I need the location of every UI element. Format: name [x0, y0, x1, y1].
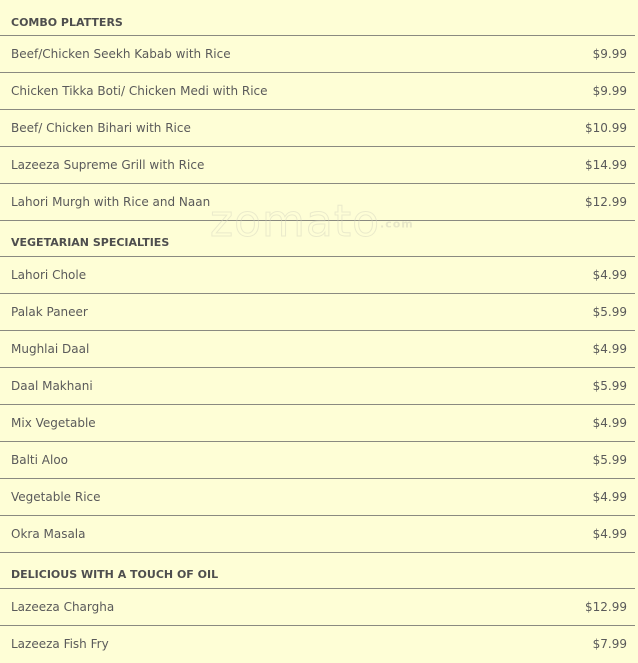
menu-item	[0, 368, 635, 405]
section-title: DELICIOUS WITH A TOUCH OF OIL	[0, 553, 635, 589]
menu-item	[0, 405, 635, 442]
item-price: $4.99	[592, 527, 627, 541]
item-price: $4.99	[592, 342, 627, 356]
item-name: Palak Paneer	[11, 305, 88, 319]
watermark-suffix: .com	[380, 217, 414, 231]
item-price: $5.99	[592, 305, 627, 319]
menu-item	[0, 479, 635, 516]
section-vegetarian-specialties	[0, 221, 638, 553]
menu-item	[0, 257, 635, 294]
item-name: Mix Vegetable	[11, 416, 96, 430]
item-name: Okra Masala	[11, 527, 86, 541]
menu-item	[0, 110, 635, 147]
watermark-text: zomato	[210, 196, 381, 247]
item-price: $5.99	[592, 379, 627, 393]
item-name: Chicken Tikka Boti/ Chicken Medi with Rice	[11, 84, 268, 98]
menu-item	[0, 184, 635, 221]
item-name: Lazeeza Supreme Grill with Rice	[11, 158, 205, 172]
menu-item	[0, 73, 635, 110]
item-name: Daal Makhani	[11, 379, 93, 393]
menu-item	[0, 626, 635, 663]
item-name: Beef/Chicken Seekh Kabab with Rice	[11, 47, 231, 61]
item-price: $10.99	[585, 121, 627, 135]
menu-item	[0, 442, 635, 479]
item-price: $9.99	[592, 47, 627, 61]
item-price: $9.99	[592, 84, 627, 98]
item-price: $4.99	[592, 268, 627, 282]
item-name: Lahori Murgh with Rice and Naan	[11, 195, 211, 209]
menu-item	[0, 331, 635, 368]
section-title: COMBO PLATTERS	[0, 0, 635, 36]
item-price: $12.99	[585, 600, 627, 614]
section-title: VEGETARIAN SPECIALTIES	[0, 221, 635, 257]
item-name: Lazeeza Chargha	[11, 600, 115, 614]
section-delicious-with-oil	[0, 553, 638, 663]
item-price: $4.99	[592, 416, 627, 430]
item-price: $5.99	[592, 453, 627, 467]
item-price: $4.99	[592, 490, 627, 504]
item-name: Beef/ Chicken Bihari with Rice	[11, 121, 191, 135]
item-name: Lahori Chole	[11, 268, 87, 282]
section-combo-platters	[0, 0, 638, 221]
menu-item	[0, 516, 635, 553]
menu-item	[0, 294, 635, 331]
item-price: $14.99	[585, 158, 627, 172]
item-name: Mughlai Daal	[11, 342, 90, 356]
menu-item	[0, 147, 635, 184]
item-price: $7.99	[592, 637, 627, 651]
item-price: $12.99	[585, 195, 627, 209]
menu-item	[0, 36, 635, 73]
menu-item	[0, 589, 635, 626]
item-name: Vegetable Rice	[11, 490, 101, 504]
item-name: Balti Aloo	[11, 453, 68, 467]
item-name: Lazeeza Fish Fry	[11, 637, 109, 651]
